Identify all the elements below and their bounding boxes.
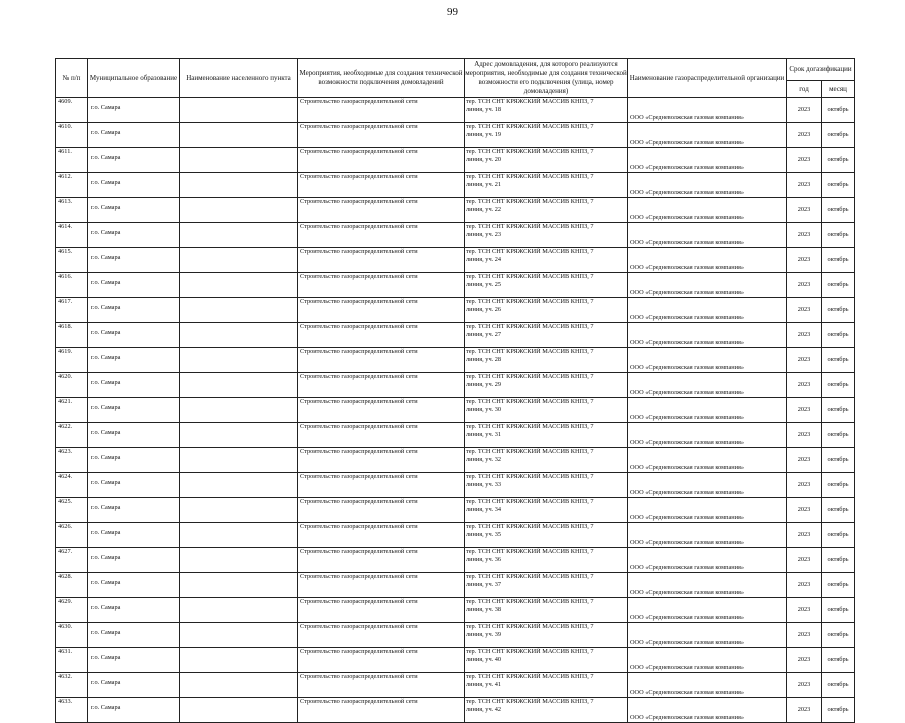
header-month: месяц [822,81,855,98]
table-row [56,323,855,348]
address-cell [465,223,628,248]
address-line-2: линия, уч. 34 [466,506,502,513]
municipality-cell: г.о. Самара [88,98,180,123]
settlement-cell [180,498,298,523]
year-cell: 2023 [787,598,822,623]
month-cell: октябрь [822,273,855,298]
org-cell: ООО «Средневолжская газовая компания» [628,373,787,398]
municipality-cell: г.о. Самара [88,698,180,723]
works-cell: Строительство газораспределительной сети [298,298,465,323]
table-row [56,373,855,398]
municipality-cell: г.о. Самара [88,398,180,423]
address-line-2: линия, уч. 25 [466,281,502,288]
address-cell [465,123,628,148]
year-cell: 2023 [787,373,822,398]
org-cell: ООО «Средневолжская газовая компания» [628,223,787,248]
address-line-1: тер. ТСН СНТ КРЯЖСКИЙ МАССИВ КНПЗ, 7 [466,148,594,155]
address-line-2: линия, уч. 39 [466,631,502,638]
table-row [56,698,855,723]
address-cell [465,248,628,273]
municipality-cell: г.о. Самара [88,373,180,398]
org-cell: ООО «Средневолжская газовая компания» [628,123,787,148]
org-cell: ООО «Средневолжская газовая компания» [628,148,787,173]
org-cell: ООО «Средневолжская газовая компания» [628,248,787,273]
org-cell: ООО «Средневолжская газовая компания» [628,498,787,523]
address-line-2: линия, уч. 38 [466,606,502,613]
org-cell: ООО «Средневолжская газовая компания» [628,598,787,623]
settlement-cell [180,648,298,673]
works-cell: Строительство газораспределительной сети [298,198,465,223]
works-cell: Строительство газораспределительной сети [298,323,465,348]
address-line-2: линия, уч. 20 [466,156,502,163]
row-number: 4627. [56,548,88,573]
municipality-cell: г.о. Самара [88,198,180,223]
row-number: 4616. [56,273,88,298]
table-row [56,273,855,298]
municipality-cell: г.о. Самара [88,548,180,573]
address-cell [465,548,628,573]
address-cell [465,573,628,598]
address-cell [465,648,628,673]
municipality-cell: г.о. Самара [88,573,180,598]
row-number: 4613. [56,198,88,223]
org-cell: ООО «Средневолжская газовая компания» [628,298,787,323]
month-cell: октябрь [822,673,855,698]
address-line-2: линия, уч. 23 [466,231,502,238]
address-line-1: тер. ТСН СНТ КРЯЖСКИЙ МАССИВ КНПЗ, 7 [466,423,594,430]
address-cell [465,348,628,373]
address-line-2: линия, уч. 19 [466,131,502,138]
month-cell: октябрь [822,648,855,673]
year-cell: 2023 [787,523,822,548]
org-cell: ООО «Средневолжская газовая компания» [628,523,787,548]
address-line-1: тер. ТСН СНТ КРЯЖСКИЙ МАССИВ КНПЗ, 7 [466,523,594,530]
address-line-2: линия, уч. 33 [466,481,502,488]
org-cell: ООО «Средневолжская газовая компания» [628,198,787,223]
works-cell: Строительство газораспределительной сети [298,598,465,623]
address-line-1: тер. ТСН СНТ КРЯЖСКИЙ МАССИВ КНПЗ, 7 [466,123,594,130]
municipality-cell: г.о. Самара [88,598,180,623]
settlement-cell [180,673,298,698]
month-cell: октябрь [822,173,855,198]
table-row [56,198,855,223]
month-cell: октябрь [822,598,855,623]
works-cell: Строительство газораспределительной сети [298,673,465,698]
org-cell: ООО «Средневолжская газовая компания» [628,473,787,498]
year-cell: 2023 [787,648,822,673]
municipality-cell: г.о. Самара [88,448,180,473]
address-line-2: линия, уч. 31 [466,431,502,438]
settlement-cell [180,473,298,498]
row-number: 4614. [56,223,88,248]
settlement-cell [180,98,298,123]
month-cell: октябрь [822,548,855,573]
month-cell: октябрь [822,323,855,348]
settlement-cell [180,573,298,598]
page-number: 99 [447,6,458,18]
address-line-1: тер. ТСН СНТ КРЯЖСКИЙ МАССИВ КНПЗ, 7 [466,548,594,555]
works-cell: Строительство газораспределительной сети [298,473,465,498]
address-cell [465,273,628,298]
address-line-1: тер. ТСН СНТ КРЯЖСКИЙ МАССИВ КНПЗ, 7 [466,323,594,330]
month-cell: октябрь [822,198,855,223]
municipality-cell: г.о. Самара [88,273,180,298]
org-cell: ООО «Средневолжская газовая компания» [628,173,787,198]
table-row [56,448,855,473]
table-row [56,548,855,573]
works-cell: Строительство газораспределительной сети [298,173,465,198]
month-cell: октябрь [822,573,855,598]
municipality-cell: г.о. Самара [88,148,180,173]
settlement-cell [180,373,298,398]
year-cell: 2023 [787,398,822,423]
settlement-cell [180,123,298,148]
month-cell: октябрь [822,123,855,148]
header-term: Срок догазификации [787,59,855,81]
org-cell: ООО «Средневолжская газовая компания» [628,273,787,298]
settlement-cell [180,248,298,273]
municipality-cell: г.о. Самара [88,523,180,548]
month-cell: октябрь [822,348,855,373]
municipality-cell: г.о. Самара [88,498,180,523]
year-cell: 2023 [787,573,822,598]
address-line-1: тер. ТСН СНТ КРЯЖСКИЙ МАССИВ КНПЗ, 7 [466,373,594,380]
address-line-2: линия, уч. 40 [466,656,502,663]
year-cell: 2023 [787,123,822,148]
address-cell [465,598,628,623]
municipality-cell: г.о. Самара [88,623,180,648]
month-cell: октябрь [822,498,855,523]
year-cell: 2023 [787,423,822,448]
org-cell: ООО «Средневолжская газовая компания» [628,348,787,373]
row-number: 4628. [56,573,88,598]
month-cell: октябрь [822,298,855,323]
settlement-cell [180,423,298,448]
address-line-2: линия, уч. 21 [466,181,502,188]
settlement-cell [180,298,298,323]
row-number: 4620. [56,373,88,398]
year-cell: 2023 [787,473,822,498]
settlement-cell [180,173,298,198]
row-number: 4631. [56,648,88,673]
address-line-2: линия, уч. 26 [466,306,502,313]
org-cell: ООО «Средневолжская газовая компания» [628,423,787,448]
header-num: № п/п [56,59,88,98]
address-line-1: тер. ТСН СНТ КРЯЖСКИЙ МАССИВ КНПЗ, 7 [466,398,594,405]
table-row [56,498,855,523]
row-number: 4615. [56,248,88,273]
address-line-1: тер. ТСН СНТ КРЯЖСКИЙ МАССИВ КНПЗ, 7 [466,473,594,480]
municipality-cell: г.о. Самара [88,648,180,673]
settlement-cell [180,148,298,173]
year-cell: 2023 [787,623,822,648]
address-line-2: линия, уч. 35 [466,531,502,538]
address-cell [465,148,628,173]
address-line-1: тер. ТСН СНТ КРЯЖСКИЙ МАССИВ КНПЗ, 7 [466,223,594,230]
table-row [56,123,855,148]
row-number: 4609. [56,98,88,123]
address-line-1: тер. ТСН СНТ КРЯЖСКИЙ МАССИВ КНПЗ, 7 [466,598,594,605]
settlement-cell [180,398,298,423]
month-cell: октябрь [822,523,855,548]
address-cell [465,698,628,723]
year-cell: 2023 [787,298,822,323]
table-row [56,223,855,248]
address-cell [465,98,628,123]
header-settlement: Наименование населенного пункта [180,59,298,98]
year-cell: 2023 [787,248,822,273]
table-row [56,398,855,423]
address-cell [465,473,628,498]
address-line-1: тер. ТСН СНТ КРЯЖСКИЙ МАССИВ КНПЗ, 7 [466,198,594,205]
settlement-cell [180,348,298,373]
works-cell: Строительство газораспределительной сети [298,548,465,573]
org-cell: ООО «Средневолжская газовая компания» [628,648,787,673]
address-line-1: тер. ТСН СНТ КРЯЖСКИЙ МАССИВ КНПЗ, 7 [466,448,594,455]
address-line-1: тер. ТСН СНТ КРЯЖСКИЙ МАССИВ КНПЗ, 7 [466,348,594,355]
org-cell: ООО «Средневолжская газовая компания» [628,673,787,698]
table-row [56,348,855,373]
municipality-cell: г.о. Самара [88,123,180,148]
row-number: 4622. [56,423,88,448]
address-cell [465,298,628,323]
table-row [56,573,855,598]
month-cell: октябрь [822,373,855,398]
works-cell: Строительство газораспределительной сети [298,248,465,273]
municipality-cell: г.о. Самара [88,348,180,373]
table-row [56,298,855,323]
table-row [56,98,855,123]
header-address: Адрес домовладения, для которого реализуются мероприятия, необходимые для создания технической возможности его подключения (улица, номер домовладения) [465,59,628,98]
month-cell: октябрь [822,223,855,248]
address-cell [465,173,628,198]
table-row [56,423,855,448]
address-line-2: линия, уч. 36 [466,556,502,563]
year-cell: 2023 [787,448,822,473]
municipality-cell: г.о. Самара [88,423,180,448]
org-cell: ООО «Средневолжская газовая компания» [628,548,787,573]
year-cell: 2023 [787,148,822,173]
year-cell: 2023 [787,198,822,223]
address-line-1: тер. ТСН СНТ КРЯЖСКИЙ МАССИВ КНПЗ, 7 [466,648,594,655]
row-number: 4617. [56,298,88,323]
works-cell: Строительство газораспределительной сети [298,648,465,673]
org-cell: ООО «Средневолжская газовая компания» [628,398,787,423]
address-line-1: тер. ТСН СНТ КРЯЖСКИЙ МАССИВ КНПЗ, 7 [466,98,594,105]
month-cell: октябрь [822,623,855,648]
address-line-2: линия, уч. 24 [466,256,502,263]
works-cell: Строительство газораспределительной сети [298,98,465,123]
settlement-cell [180,523,298,548]
month-cell: октябрь [822,698,855,723]
works-cell: Строительство газораспределительной сети [298,698,465,723]
row-number: 4633. [56,698,88,723]
year-cell: 2023 [787,548,822,573]
address-line-2: линия, уч. 41 [466,681,502,688]
address-line-2: линия, уч. 32 [466,456,502,463]
row-number: 4625. [56,498,88,523]
table-row [56,248,855,273]
settlement-cell [180,198,298,223]
address-line-1: тер. ТСН СНТ КРЯЖСКИЙ МАССИВ КНПЗ, 7 [466,298,594,305]
month-cell: октябрь [822,448,855,473]
month-cell: октябрь [822,398,855,423]
address-cell [465,673,628,698]
works-cell: Строительство газораспределительной сети [298,273,465,298]
year-cell: 2023 [787,173,822,198]
year-cell: 2023 [787,323,822,348]
table-row [56,648,855,673]
row-number: 4618. [56,323,88,348]
address-line-2: линия, уч. 30 [466,406,502,413]
municipality-cell: г.о. Самара [88,673,180,698]
municipality-cell: г.о. Самара [88,173,180,198]
row-number: 4624. [56,473,88,498]
address-line-1: тер. ТСН СНТ КРЯЖСКИЙ МАССИВ КНПЗ, 7 [466,273,594,280]
year-cell: 2023 [787,673,822,698]
year-cell: 2023 [787,98,822,123]
row-number: 4612. [56,173,88,198]
municipality-cell: г.о. Самара [88,473,180,498]
address-cell [465,523,628,548]
month-cell: октябрь [822,98,855,123]
row-number: 4621. [56,398,88,423]
row-number: 4610. [56,123,88,148]
year-cell: 2023 [787,223,822,248]
works-cell: Строительство газораспределительной сети [298,573,465,598]
address-line-2: линия, уч. 18 [466,106,502,113]
address-line-2: линия, уч. 28 [466,356,502,363]
table-row [56,523,855,548]
org-cell: ООО «Средневолжская газовая компания» [628,698,787,723]
works-cell: Строительство газораспределительной сети [298,498,465,523]
address-cell [465,623,628,648]
address-line-1: тер. ТСН СНТ КРЯЖСКИЙ МАССИВ КНПЗ, 7 [466,623,594,630]
settlement-cell [180,623,298,648]
works-cell: Строительство газораспределительной сети [298,523,465,548]
year-cell: 2023 [787,348,822,373]
municipality-cell: г.о. Самара [88,223,180,248]
works-cell: Строительство газораспределительной сети [298,448,465,473]
org-cell: ООО «Средневолжская газовая компания» [628,323,787,348]
table-row [56,173,855,198]
header-year: год [787,81,822,98]
row-number: 4619. [56,348,88,373]
municipality-cell: г.о. Самара [88,248,180,273]
address-line-2: линия, уч. 27 [466,331,502,338]
works-cell: Строительство газораспределительной сети [298,423,465,448]
works-cell: Строительство газораспределительной сети [298,623,465,648]
row-number: 4626. [56,523,88,548]
address-line-1: тер. ТСН СНТ КРЯЖСКИЙ МАССИВ КНПЗ, 7 [466,698,594,705]
month-cell: октябрь [822,248,855,273]
works-cell: Строительство газораспределительной сети [298,148,465,173]
table-row [56,623,855,648]
settlement-cell [180,598,298,623]
address-cell [465,498,628,523]
table-row [56,598,855,623]
settlement-cell [180,448,298,473]
table-row [56,148,855,173]
month-cell: октябрь [822,473,855,498]
org-cell: ООО «Средневолжская газовая компания» [628,98,787,123]
table-row [56,473,855,498]
org-cell: ООО «Средневолжская газовая компания» [628,448,787,473]
works-cell: Строительство газораспределительной сети [298,398,465,423]
address-line-1: тер. ТСН СНТ КРЯЖСКИЙ МАССИВ КНПЗ, 7 [466,248,594,255]
address-cell [465,323,628,348]
address-cell [465,398,628,423]
row-number: 4611. [56,148,88,173]
settlement-cell [180,323,298,348]
address-cell [465,198,628,223]
works-cell: Строительство газораспределительной сети [298,223,465,248]
address-cell [465,423,628,448]
address-line-2: линия, уч. 29 [466,381,502,388]
year-cell: 2023 [787,698,822,723]
address-line-2: линия, уч. 37 [466,581,502,588]
month-cell: октябрь [822,148,855,173]
address-line-1: тер. ТСН СНТ КРЯЖСКИЙ МАССИВ КНПЗ, 7 [466,173,594,180]
org-cell: ООО «Средневолжская газовая компания» [628,573,787,598]
org-cell: ООО «Средневолжская газовая компания» [628,623,787,648]
address-line-2: линия, уч. 22 [466,206,502,213]
registry-table [55,58,855,723]
address-line-1: тер. ТСН СНТ КРЯЖСКИЙ МАССИВ КНПЗ, 7 [466,573,594,580]
address-cell [465,448,628,473]
settlement-cell [180,273,298,298]
row-number: 4623. [56,448,88,473]
address-line-2: линия, уч. 42 [466,706,502,713]
row-number: 4632. [56,673,88,698]
row-number: 4629. [56,598,88,623]
settlement-cell [180,548,298,573]
address-line-1: тер. ТСН СНТ КРЯЖСКИЙ МАССИВ КНПЗ, 7 [466,498,594,505]
header-org: Наименование газораспределительной организации [628,59,787,98]
works-cell: Строительство газораспределительной сети [298,348,465,373]
header-municipality: Муниципальное образование [88,59,180,98]
municipality-cell: г.о. Самара [88,323,180,348]
table-row [56,673,855,698]
works-cell: Строительство газораспределительной сети [298,123,465,148]
settlement-cell [180,223,298,248]
row-number: 4630. [56,623,88,648]
municipality-cell: г.о. Самара [88,298,180,323]
address-cell [465,373,628,398]
month-cell: октябрь [822,423,855,448]
year-cell: 2023 [787,273,822,298]
header-works: Мероприятия, необходимые для создания технической возможности подключения домовладений [298,59,465,98]
works-cell: Строительство газораспределительной сети [298,373,465,398]
year-cell: 2023 [787,498,822,523]
address-line-1: тер. ТСН СНТ КРЯЖСКИЙ МАССИВ КНПЗ, 7 [466,673,594,680]
settlement-cell [180,698,298,723]
